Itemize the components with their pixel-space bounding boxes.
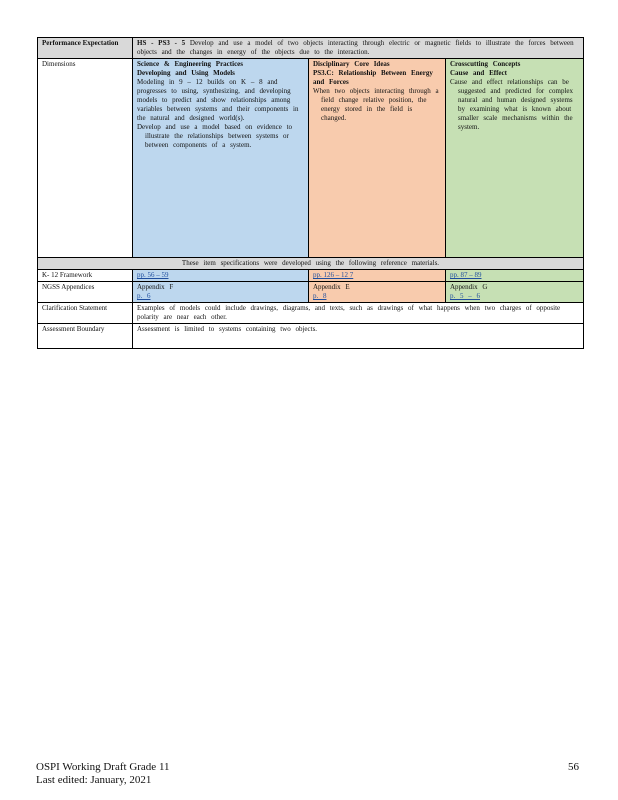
ngss-ccc-appendix: Appendix G	[450, 283, 488, 291]
clarification-label: Clarification Statement	[38, 303, 133, 324]
sep-subheading: Developing and Using Models	[137, 69, 235, 77]
dci-heading: Disciplinary Core Ideas	[313, 60, 390, 68]
item-specification-table	[37, 37, 584, 349]
ngss-dci-link[interactable]: p. 8	[313, 292, 327, 300]
k12-sep-link[interactable]: pp. 56 – 59	[137, 271, 169, 279]
reference-note-row	[38, 258, 584, 270]
dci-cell	[309, 59, 446, 258]
sep-bullet: Develop and use a model based on evidence to illustrate the relationships between systems or between components of a system.	[137, 123, 293, 149]
k12-label: K- 12 Framework	[38, 270, 133, 282]
ccc-subheading: Cause and Effect	[450, 69, 507, 77]
ngss-sep-appendix: Appendix F	[137, 283, 174, 291]
footer-draft-label: OSPI Working Draft Grade 11	[36, 761, 170, 773]
dimensions-label: Dimensions	[38, 59, 133, 258]
pe-row	[38, 38, 584, 59]
reference-note: These item specifications were developed using the following reference materials.	[38, 258, 584, 270]
ngss-ccc-cell	[446, 282, 584, 303]
boundary-row	[38, 324, 584, 349]
ccc-heading: Crosscutting Concepts	[450, 60, 521, 68]
ngss-dci-cell	[309, 282, 446, 303]
sep-body: Modeling in 9 – 12 builds on K – 8 and progresses to using, synthesizing, and developing models to predict and show relationships among variables between systems and their components in the natural and designed world(s).	[137, 78, 299, 122]
k12-sep-cell	[133, 270, 309, 282]
clarification-text: Examples of models could include drawings, diagrams, and texts, such as drawings of what happens when two charges of opposite polarity are near each other.	[133, 303, 584, 324]
ngss-ccc-link[interactable]: p. 5 – 6	[450, 292, 480, 300]
k12-dci-cell	[309, 270, 446, 282]
footer-last-edited: Last edited: January, 2021	[36, 774, 152, 786]
k12-ccc-cell	[446, 270, 584, 282]
k12-row	[38, 270, 584, 282]
k12-dci-link[interactable]: pp. 126 – 12 7	[313, 271, 354, 279]
sep-cell	[133, 59, 309, 258]
boundary-text: Assessment is limited to systems containing two objects.	[133, 324, 584, 349]
footer	[36, 761, 170, 787]
ngss-dci-appendix: Appendix E	[313, 283, 350, 291]
ccc-cell	[446, 59, 584, 258]
boundary-label: Assessment Boundary	[38, 324, 133, 349]
k12-ccc-link[interactable]: pp. 87 – 89	[450, 271, 482, 279]
ngss-row	[38, 282, 584, 303]
page-number: 56	[568, 761, 579, 773]
ngss-label: NGSS Appendices	[38, 282, 133, 303]
pe-text-cell	[133, 38, 584, 59]
pe-text: Develop and use a model of two objects interacting through electric or magnetic fields to illustrate the forces between objects and the changes in energy of the objects due to the interaction.	[137, 39, 574, 56]
sep-heading: Science & Engineering Practices	[137, 60, 244, 68]
dci-subheading: PS3.C: Relationship Between Energy and Forces	[313, 69, 433, 86]
dci-bullet: When two objects interacting through a field change relative position, the energy stored in the field is changed.	[313, 87, 439, 122]
ngss-sep-link[interactable]: p. 6	[137, 292, 151, 300]
pe-label: Performance Expectation	[38, 38, 133, 59]
dimensions-row	[38, 59, 584, 258]
clarification-row	[38, 303, 584, 324]
ccc-bullet: Cause and effect relationships can be suggested and predicted for complex natural and human designed systems by examining what is known about smaller scale mechanisms within the system.	[450, 78, 574, 131]
ngss-sep-cell	[133, 282, 309, 303]
pe-code: HS - PS3 - 5	[137, 39, 186, 47]
